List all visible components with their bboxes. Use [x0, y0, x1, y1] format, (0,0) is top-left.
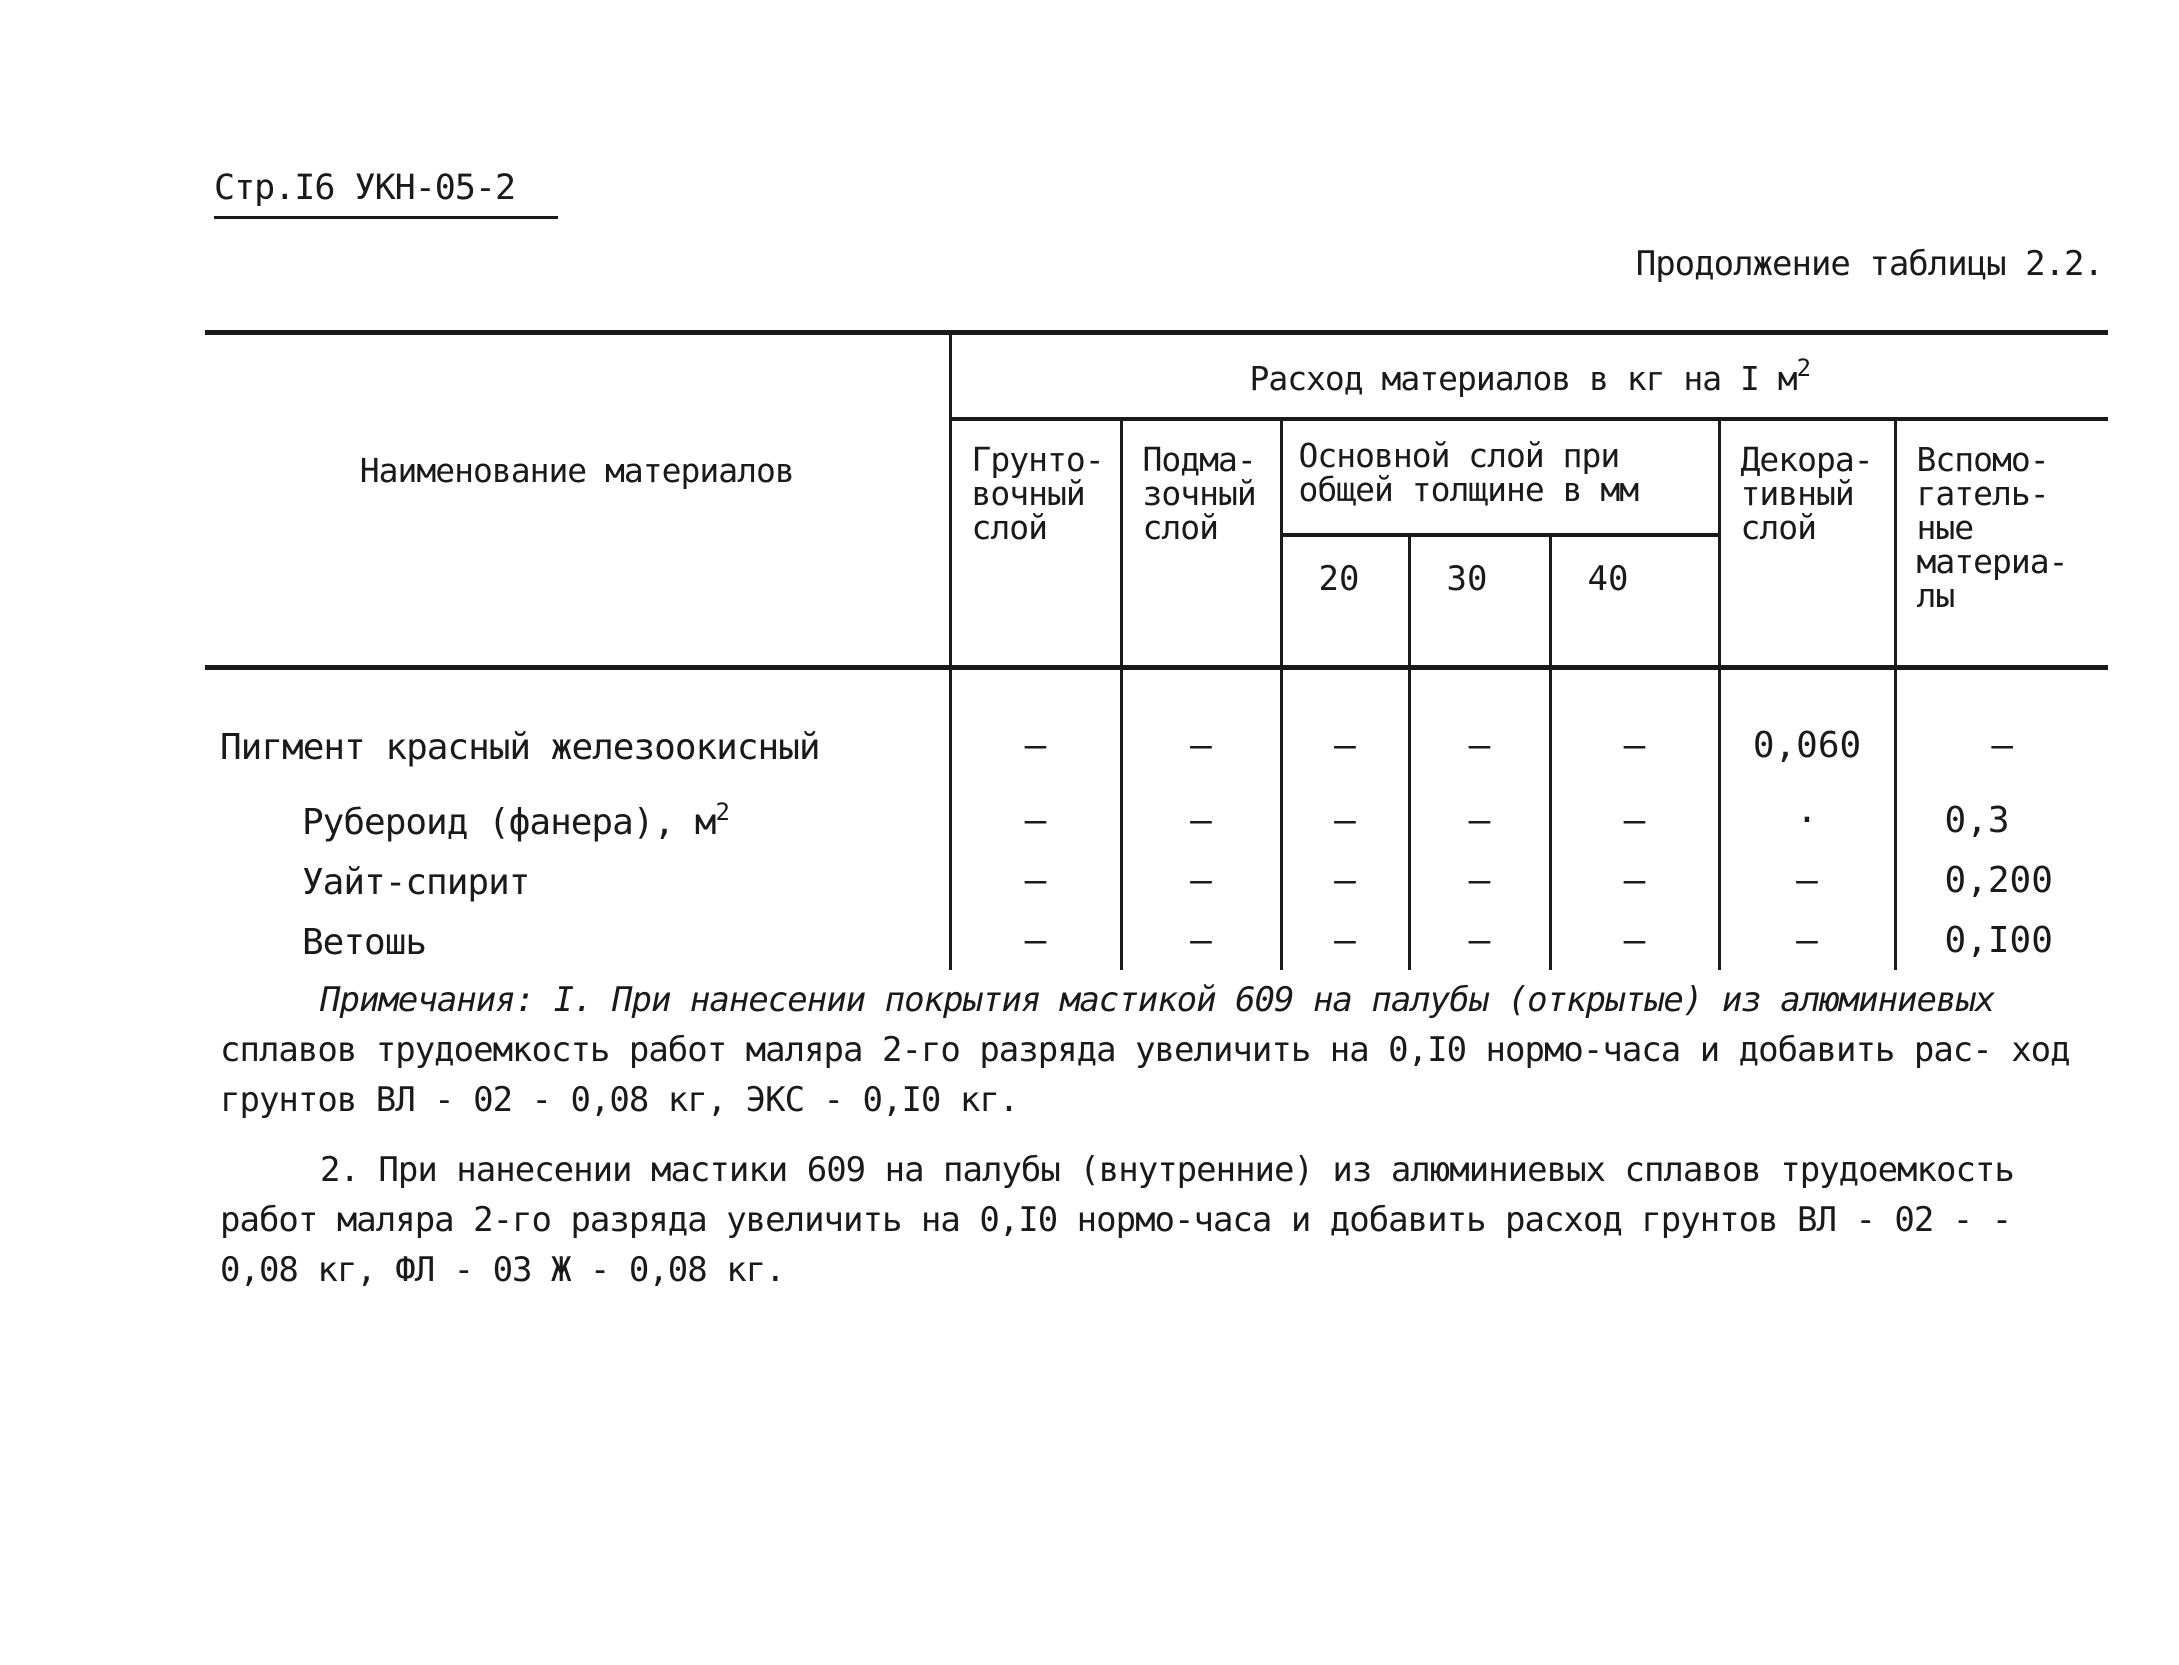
table-cell: – [1719, 910, 1895, 970]
material-name: Рубероид (фанера), $м^2$ [302, 797, 729, 843]
main-layer-header: Основной слой при общей толщине в мм [1281, 419, 1719, 535]
table-row [205, 668, 2108, 791]
table-cell: – [1409, 790, 1550, 850]
table-row [205, 850, 2108, 910]
thickness-30-header: 30 [1409, 535, 1550, 668]
table-cell: – [950, 850, 1121, 910]
table-cell: 0,060 [1719, 668, 1895, 791]
note-2 [220, 1145, 2100, 1295]
material-name: Пигмент красный железоокисный [220, 726, 820, 768]
material-name: Уайт-спирит [302, 861, 530, 903]
table-cell: – [1550, 910, 1719, 970]
table-cell: 0,I00 [1895, 910, 2108, 970]
table-cell: – [950, 790, 1121, 850]
table-continuation-caption: Продолжение таблицы 2.2. [1635, 244, 2103, 284]
auxiliary-materials-header: Вспомо- гатель- ные материа- лы [1895, 419, 2108, 668]
thickness-20-header: 20 [1281, 535, 1409, 668]
table-cell: 0,200 [1895, 850, 2108, 910]
table-cell: – [1409, 668, 1550, 791]
materials-table [205, 330, 2108, 970]
page-reference: Стр.I6 УКН-05-2 [214, 168, 558, 219]
putty-layer-header: Подма- зочный слой [1121, 419, 1281, 668]
table-row [205, 910, 2108, 970]
table-cell: 0,3 [1895, 790, 2108, 850]
table-cell: – [1121, 668, 1281, 791]
table-cell: – [1550, 790, 1719, 850]
thickness-40-header: 40 [1550, 535, 1719, 668]
note-2-first-line: 2. При нанесении мастики 609 на палубы (внутренние) из алюминиевых сплавов трудоемкость [320, 1150, 2014, 1190]
table-cell: – [950, 668, 1121, 791]
table-cell: – [1121, 910, 1281, 970]
table-cell: – [1409, 850, 1550, 910]
table-cell: – [1550, 850, 1719, 910]
note-1 [220, 975, 2100, 1125]
table-cell: · [1719, 790, 1895, 850]
material-name: Ветошь [302, 921, 427, 963]
table-cell: – [1281, 850, 1409, 910]
decorative-layer-header: Декора- тивный слой [1719, 419, 1895, 668]
table-cell: – [1281, 910, 1409, 970]
table-cell: – [950, 910, 1121, 970]
note-1-first-line: Примечания: I. При нанесении покрытия мастикой 609 на палубы (открытые) из алюминиевых [320, 980, 1995, 1020]
table-cell: – [1121, 790, 1281, 850]
name-column-header: Наименование материалов [205, 333, 950, 668]
consumption-group-header: Расход материалов в кг на I $м^2$ [950, 333, 2108, 420]
table-cell: – [1121, 850, 1281, 910]
table-cell: – [1281, 790, 1409, 850]
table-cell: – [1719, 850, 1895, 910]
notes-section [220, 975, 2100, 1315]
table-row [205, 790, 2108, 850]
primer-layer-header: Грунто- вочный слой [950, 419, 1121, 668]
table-cell: – [1895, 668, 2108, 791]
note-2-text: работ маляра 2-го разряда увеличить на 0,I0 нормо-часа и добавить расход грунтов ВЛ - 02 - - 0,08 кг, ФЛ - 03 Ж - 0,08 кг. [220, 1200, 2012, 1290]
table-cell: – [1550, 668, 1719, 791]
table-cell: – [1409, 910, 1550, 970]
table-cell: – [1281, 668, 1409, 791]
note-1-text: сплавов трудоемкость работ маляра 2-го разряда увеличить на 0,I0 нормо-часа и добавить рас- ход грунтов ВЛ - 02 - 0,08 кг, ЭКС - 0,I0 кг. [220, 1030, 2070, 1120]
